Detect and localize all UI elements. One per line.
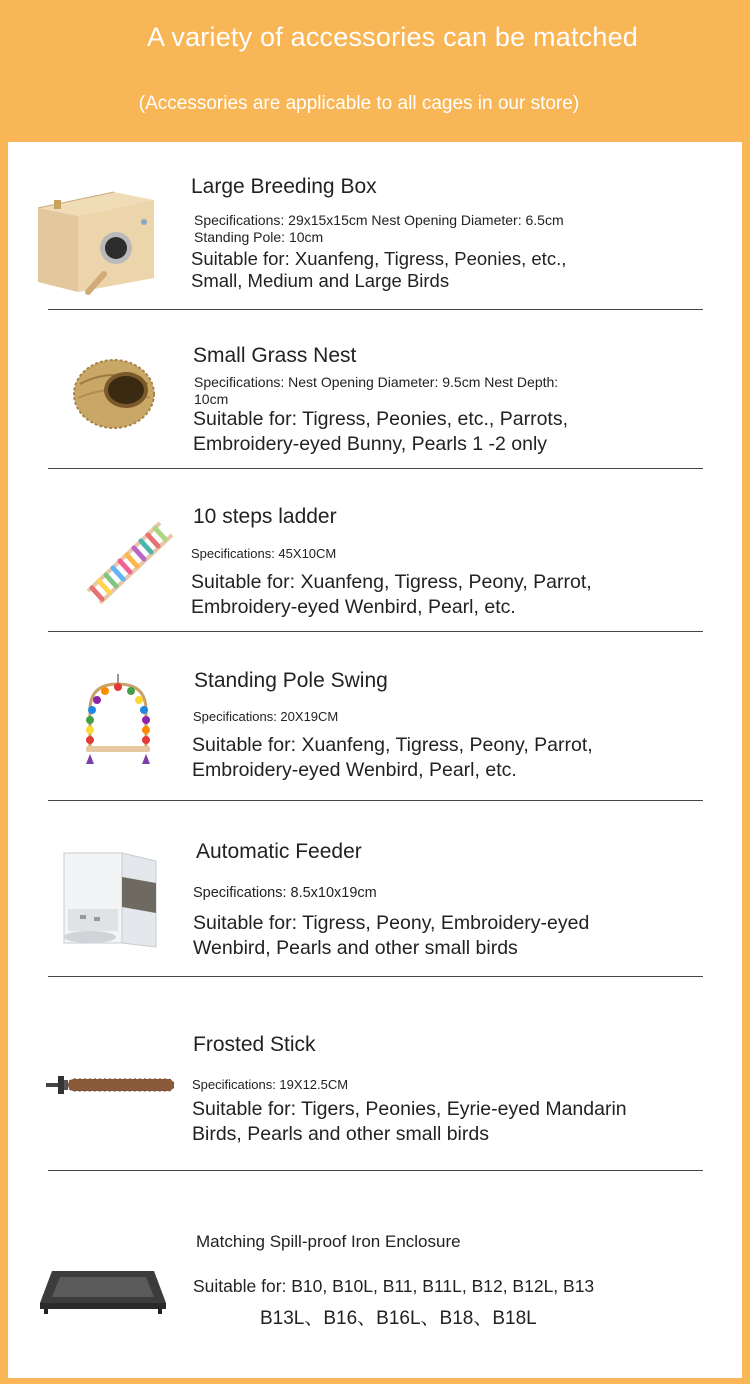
- breeding-box-icon: [32, 170, 162, 295]
- grass-nest-icon: [70, 352, 160, 432]
- accessory-panel: [8, 142, 742, 1378]
- item-suitable: Suitable for: Tigress, Peonies, etc., Parrots, Embroidery-eyed Bunny, Pearls 1 -2 only: [193, 408, 569, 455]
- header-banner: [0, 0, 750, 142]
- item-name: Automatic Feeder: [196, 840, 362, 863]
- item-suitable: Suitable for: Xuanfeng, Tigress, Peonies, etc., Small, Medium and Large Birds: [191, 248, 567, 291]
- item-name: Small Grass Nest: [193, 344, 357, 367]
- item-name: 10 steps ladder: [193, 505, 337, 528]
- page-title: A variety of accessories can be matched: [146, 22, 639, 52]
- item-suitable: Suitable for: Tigers, Peonies, Eyrie-eyed Mandarin Birds, Pearls and other small birds: [192, 1098, 627, 1145]
- feeder-icon: [60, 847, 162, 953]
- perch-stick-icon: [44, 1073, 176, 1097]
- item-suitable: Suitable for: Xuanfeng, Tigress, Peony, Parrot, Embroidery-eyed Wenbird, Pearl, etc.: [191, 571, 592, 618]
- item-spec: Specifications: 19X12.5CM: [192, 1077, 349, 1092]
- item-spec: Specifications: 20X19CM: [193, 709, 339, 724]
- list-item-ladder: [8, 469, 742, 631]
- item-suitable: Suitable for: B10, B10L, B11, B11L, B12, B12L, B13: [193, 1276, 595, 1296]
- item-name: Standing Pole Swing: [194, 669, 388, 692]
- iron-tray-icon: [38, 1267, 168, 1315]
- swing-icon: [80, 670, 156, 770]
- item-spec: Specifications: 45X10CM: [191, 546, 337, 561]
- item-suitable-line2: B13L、B16、B16L、B18、B18L: [260, 1308, 537, 1329]
- list-item-feeder: [8, 801, 742, 976]
- item-name: Matching Spill-proof Iron Enclosure: [196, 1232, 461, 1251]
- item-spec: Specifications: Nest Opening Diameter: 9.5cm Nest Depth: 10cm: [194, 374, 559, 407]
- item-name: Frosted Stick: [193, 1033, 316, 1056]
- list-item-iron-enclosure: [8, 1171, 742, 1376]
- list-item-grass-nest: [8, 310, 742, 468]
- page-subtitle: (Accessories are applicable to all cages in our store): [138, 93, 580, 114]
- ladder-icon: [78, 511, 178, 611]
- item-suitable: Suitable for: Xuanfeng, Tigress, Peony, Parrot, Embroidery-eyed Wenbird, Pearl, etc.: [192, 734, 593, 781]
- item-spec: Specifications: 8.5x10x19cm: [193, 885, 377, 901]
- list-item-swing: [8, 632, 742, 800]
- list-item-frosted-stick: [8, 977, 742, 1170]
- item-name: Large Breeding Box: [191, 175, 377, 198]
- item-suitable: Suitable for: Tigress, Peony, Embroidery-eyed Wenbird, Pearls and other small birds: [193, 912, 590, 959]
- item-spec: Specifications: 29x15x15cm Nest Opening Diameter: 6.5cm Standing Pole: 10cm: [194, 212, 564, 245]
- list-item-breeding-box: [8, 142, 742, 310]
